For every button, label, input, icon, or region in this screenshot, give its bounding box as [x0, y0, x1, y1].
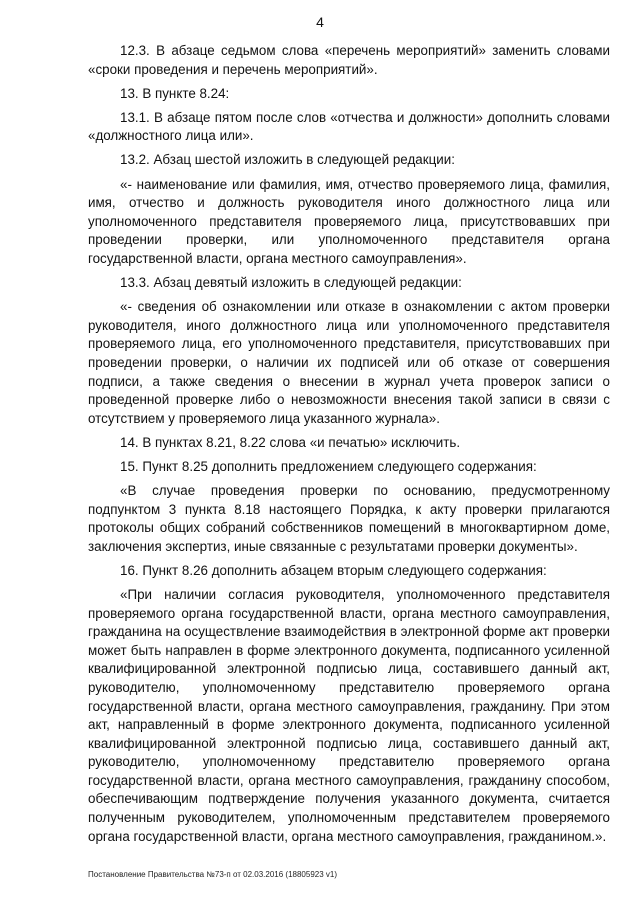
paragraph-13-3-text: «- сведения об ознакомлении или отказе в ознакомлении с актом проверки руководителя, иного должностного лица или уполномоченного представителя проверяемого лица, его уполномоченного представителя, присутствовавших при проведении проверки, о наличии их подписей или об отказе от совершения подписи, а также сведения о внесении в журнал учета проверок записи о проведенной проверке либо о невозможности внесения такой записи в связи с отсутствием у проверяемого лица указанного журнала».	[88, 299, 610, 426]
paragraph-12-3: 12.3. В абзаце седьмом слова «перечень мероприятий» заменить словами «сроки проведения и перечень мероприятий».	[88, 43, 610, 77]
paragraph-13-3: 13.3. Абзац девятый изложить в следующей редакции:	[120, 275, 462, 291]
paragraph-13-2-text: «- наименование или фамилия, имя, отчество проверяемого лица, фамилия, имя, отчество и должность руководителя иного должностного лица или уполномоченного представителя проверяемого лица, присутствовавших при проведении проверки, или уполномоченного представителя органа государственной власти, органа местного самоуправления».	[88, 176, 610, 266]
paragraph-13-2: 13.2. Абзац шестой изложить в следующей редакции:	[120, 152, 455, 168]
paragraph-16: 16. Пункт 8.26 дополнить абзацем вторым следующего содержания:	[120, 562, 547, 578]
paragraph-15: 15. Пункт 8.25 дополнить предложением следующего содержания:	[120, 458, 537, 474]
paragraph-13: 13. В пункте 8.24:	[120, 85, 230, 101]
document-body	[88, 42, 610, 852]
document-footer: Постановление Правительства №73-п от 02.03.2016 (18805923 v1)	[88, 870, 338, 879]
paragraph-14: 14. В пунктах 8.21, 8.22 слова «и печатью» исключить.	[120, 434, 461, 450]
paragraph-16-text: «При наличии согласия руководителя, уполномоченного представителя проверяемого органа государственной власти, органа местного самоуправления, гражданина на осуществление взаимодействия в электронной форме акт проверки может быть направлен в форме электронного документа, подписанного усиленной квалифицированной электронной подписью лица, составившего данный акт, руководителю, уполномоченному представителю проверяемого органа государственной власти, органа местного самоуправления, гражданину. При этом акт, направленный в форме электронного документа, подписанного усиленной квалифицированной электронной подписью лица, составившего данный акт, руководителю, уполномоченному представителю проверяемого органа государственной власти, органа местного самоуправления, гражданину способом, обеспечивающим подтверждение получения указанного документа, считается полученным руководителем, уполномоченным представителем проверяемого органа государственной власти, органа местного самоуправления, гражданином.».	[88, 586, 610, 844]
page-number: 4	[316, 14, 324, 30]
paragraph-15-text: «В случае проведения проверки по основанию, предусмотренному подпунктом 3 пункта 8.18 настоящего Порядка, к акту проверки прилагаются протоколы общих собраний собственников помещений в многоквартирном доме, заключения экспертиз, иные связанные с результатами проверки документы».	[88, 482, 610, 554]
paragraph-13-1: 13.1. В абзаце пятом после слов «отчества и должности» дополнить словами «должностного лица или».	[88, 109, 610, 144]
